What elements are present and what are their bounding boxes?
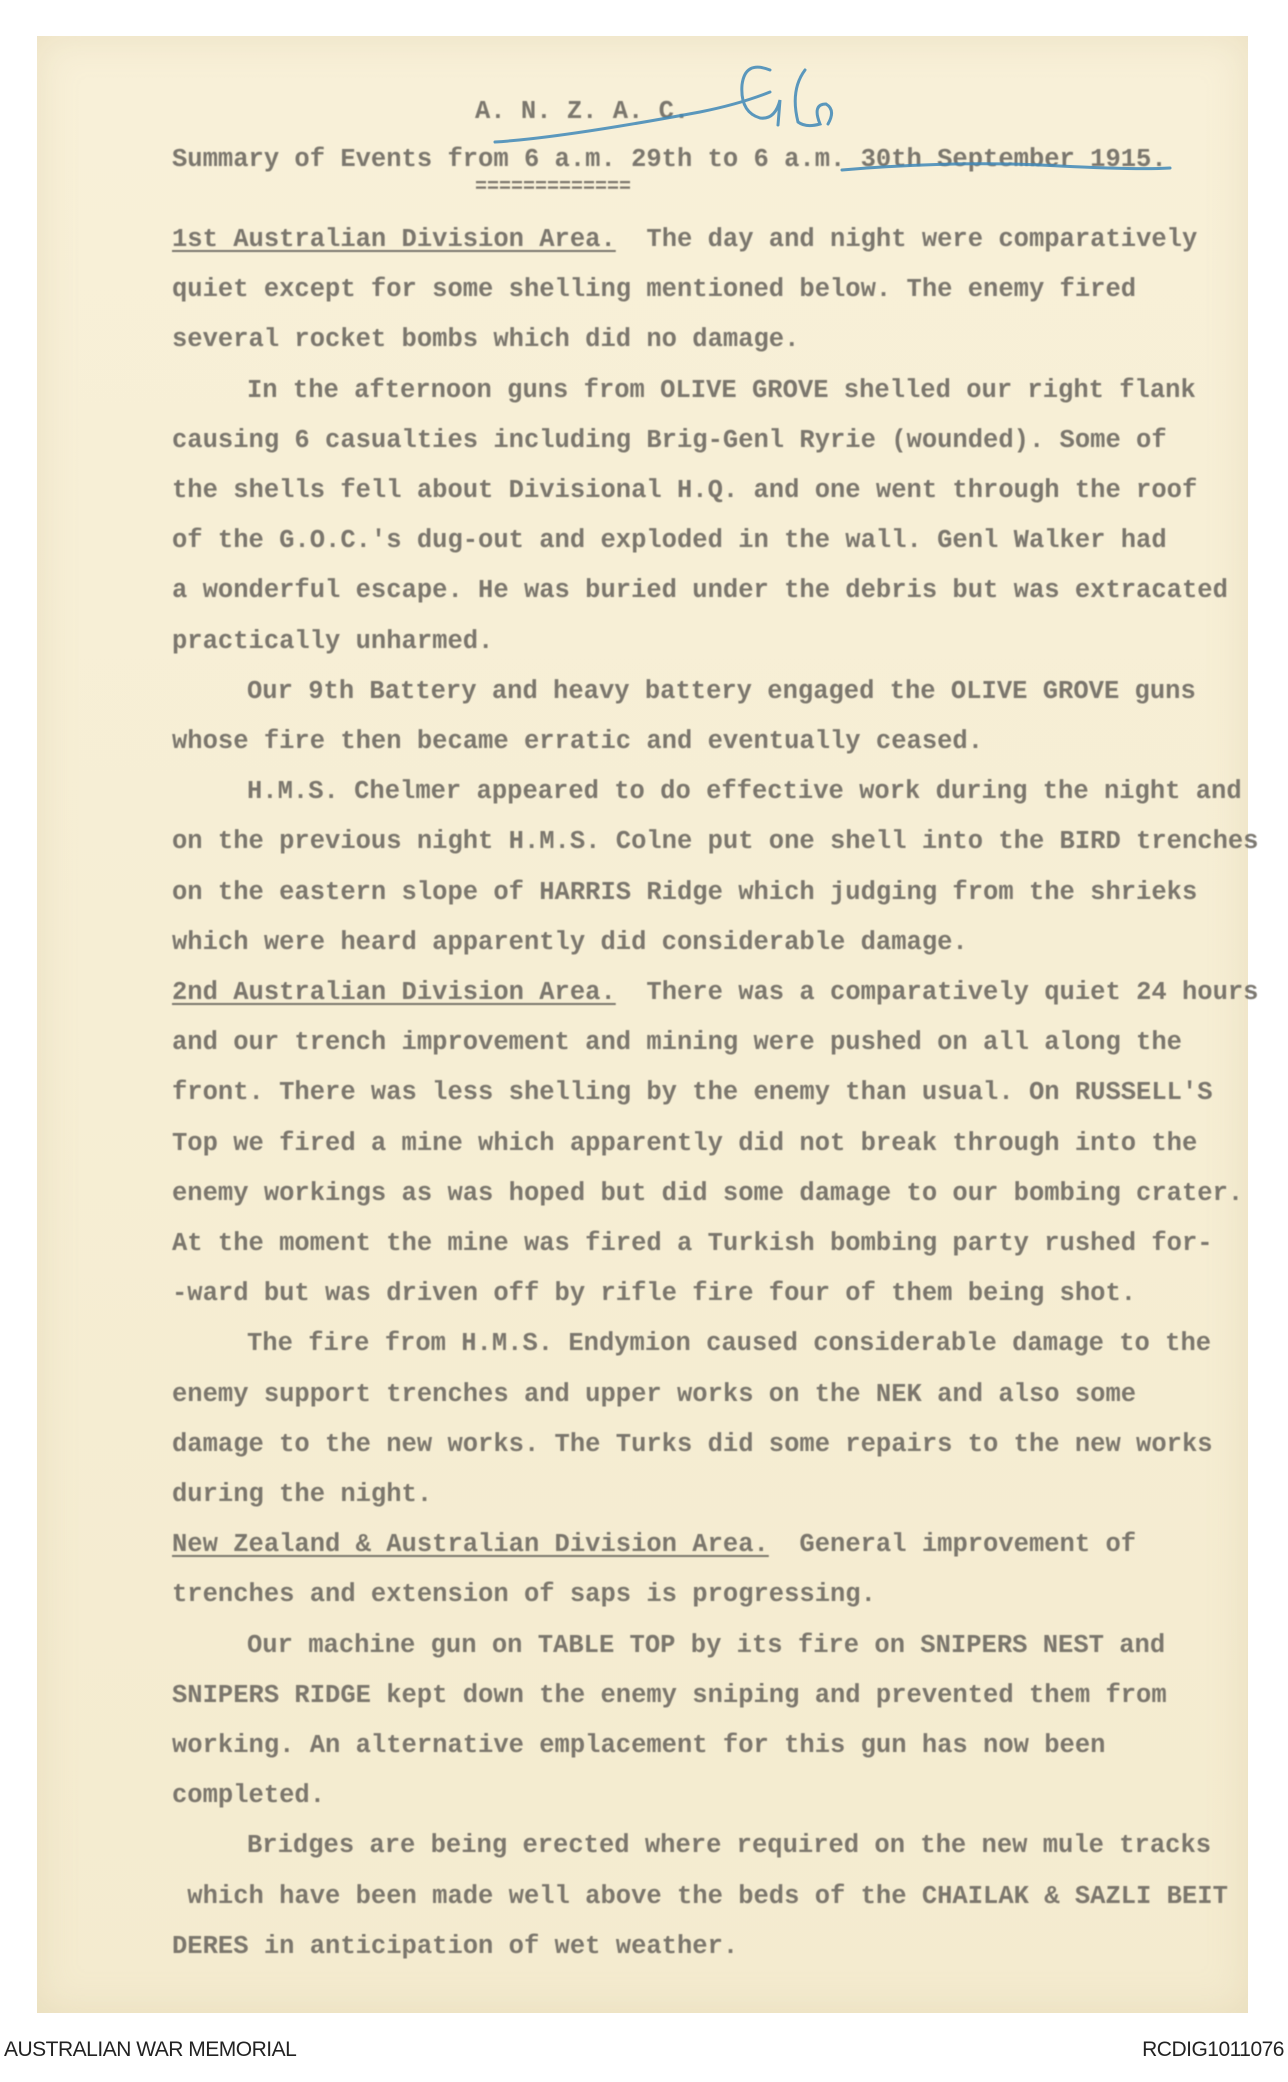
section-heading: 1st Australian Division Area.: [172, 225, 616, 254]
body-line: [172, 1429, 1213, 1461]
line-text: quiet except for some shelling mentioned below. The enemy fired: [172, 275, 1137, 305]
body-line: [172, 626, 493, 658]
line-text: and our trench improvement and mining were pushed on all along the: [172, 1028, 1182, 1058]
body-line: [247, 676, 1196, 708]
line-text: a wonderful escape. He was buried under the debris but was extracated: [172, 576, 1228, 606]
line-text: H.M.S. Chelmer appeared to do effective work during the night and: [247, 777, 1242, 807]
line-text: -ward but was driven off by rifle fire four of them being shot.: [172, 1279, 1137, 1309]
line-text: SNIPERS RIDGE kept down the enemy sniping and prevented them from: [172, 1680, 1167, 1710]
body-line: [172, 927, 968, 959]
body-line: [172, 525, 1167, 557]
line-text: completed.: [172, 1781, 326, 1811]
body-line: [247, 1830, 1211, 1862]
body-line: [172, 826, 1258, 858]
line-text: Our machine gun on TABLE TOP by its fire on SNIPERS NEST and: [247, 1630, 1166, 1660]
line-text: front. There was less shelling by the enemy than usual. On RUSSELL'S: [172, 1078, 1213, 1108]
body-line: [247, 375, 1196, 407]
body-line: [172, 274, 1136, 306]
line-text: Bridges are being erected where required on the new mule tracks: [247, 1831, 1212, 1861]
section-heading-line: [172, 224, 1197, 256]
body-line: [172, 1077, 1213, 1109]
body-line: [172, 475, 1197, 507]
line-text: The day and night were comparatively: [615, 225, 1198, 254]
body-line: [247, 1328, 1211, 1360]
footer-institution: AUSTRALIAN WAR MEMORIAL: [4, 2038, 297, 2061]
body-line: [172, 1730, 1105, 1762]
line-text: on the eastern slope of HARRIS Ridge which judging from the shrieks: [172, 877, 1198, 907]
title-rule: =============: [475, 176, 632, 199]
line-text: General improvement of: [768, 1530, 1137, 1560]
body-line: [172, 1379, 1136, 1411]
line-text: of the G.O.C.'s dug-out and exploded in the wall. Genl Walker had: [172, 526, 1167, 556]
body-line: [172, 1128, 1197, 1160]
line-text: Top we fired a mine which apparently did not break through into the: [172, 1128, 1198, 1158]
line-text: the shells fell about Divisional H.Q. and one went through the roof: [172, 476, 1198, 505]
line-text: several rocket bombs which did no damage.: [172, 325, 800, 355]
body-line: [172, 1680, 1167, 1712]
section-heading-line: [172, 1529, 1136, 1561]
body-line: [172, 1027, 1182, 1059]
line-text: practically unharmed.: [172, 626, 494, 656]
body-line: [172, 1881, 1228, 1913]
document-header: A. N. Z. A. C.: [475, 97, 690, 126]
line-text: whose fire then became erratic and eventually ceased.: [172, 727, 984, 756]
body-line: [172, 1228, 1213, 1260]
body-line: [172, 1931, 738, 1963]
body-line: [172, 324, 799, 356]
body-line: [172, 1479, 432, 1511]
line-text: There was a comparatively quiet 24 hours: [615, 978, 1259, 1007]
body-line: [247, 776, 1242, 808]
section-heading: 2nd Australian Division Area.: [172, 978, 616, 1007]
line-text: DERES in anticipation of wet weather.: [172, 1931, 739, 1961]
body-line: [247, 1630, 1165, 1662]
line-text: At the moment the mine was fired a Turkish bombing party rushed for-: [172, 1229, 1213, 1258]
line-text: enemy support trenches and upper works on the NEK and also some: [172, 1379, 1137, 1409]
line-text: damage to the new works. The Turks did some repairs to the new works: [172, 1429, 1213, 1459]
line-text: on the previous night H.M.S. Colne put one shell into the BIRD trenches: [172, 827, 1259, 857]
line-text: Our 9th Battery and heavy battery engaged the OLIVE GROVE guns: [247, 676, 1196, 706]
line-text: The fire from H.M.S. Endymion caused considerable damage to the: [247, 1329, 1212, 1359]
body-line: [172, 575, 1228, 607]
line-text: which have been made well above the beds of the CHAILAK & SAZLI BEIT: [172, 1881, 1228, 1911]
line-text: working. An alternative emplacement for this gun has now been: [172, 1731, 1106, 1760]
line-text: during the night.: [172, 1480, 433, 1509]
line-text: In the afternoon guns from OLIVE GROVE shelled our right flank: [247, 375, 1196, 405]
body-line: [172, 1780, 325, 1812]
section-heading-line: [172, 977, 1259, 1009]
footer-record-id: RCDIG1011076: [1142, 2038, 1284, 2061]
line-text: trenches and extension of saps is progressing.: [172, 1580, 876, 1610]
line-text: enemy workings as was hoped but did some damage to our bombing crater.: [172, 1178, 1244, 1208]
body-line: [172, 425, 1167, 457]
body-line: [172, 1579, 876, 1611]
body-line: [172, 1178, 1243, 1210]
section-heading: New Zealand & Australian Division Area.: [172, 1530, 769, 1560]
line-text: causing 6 casualties including Brig-Genl Ryrie (wounded). Some of: [172, 425, 1167, 455]
body-line: [172, 877, 1197, 909]
document-title: Summary of Events from 6 a.m. 29th to 6 a.m. 30th September 1915.: [172, 145, 1167, 174]
line-text: which were heard apparently did considerable damage.: [172, 927, 968, 957]
body-line: [172, 726, 983, 758]
body-line: [172, 1278, 1136, 1310]
